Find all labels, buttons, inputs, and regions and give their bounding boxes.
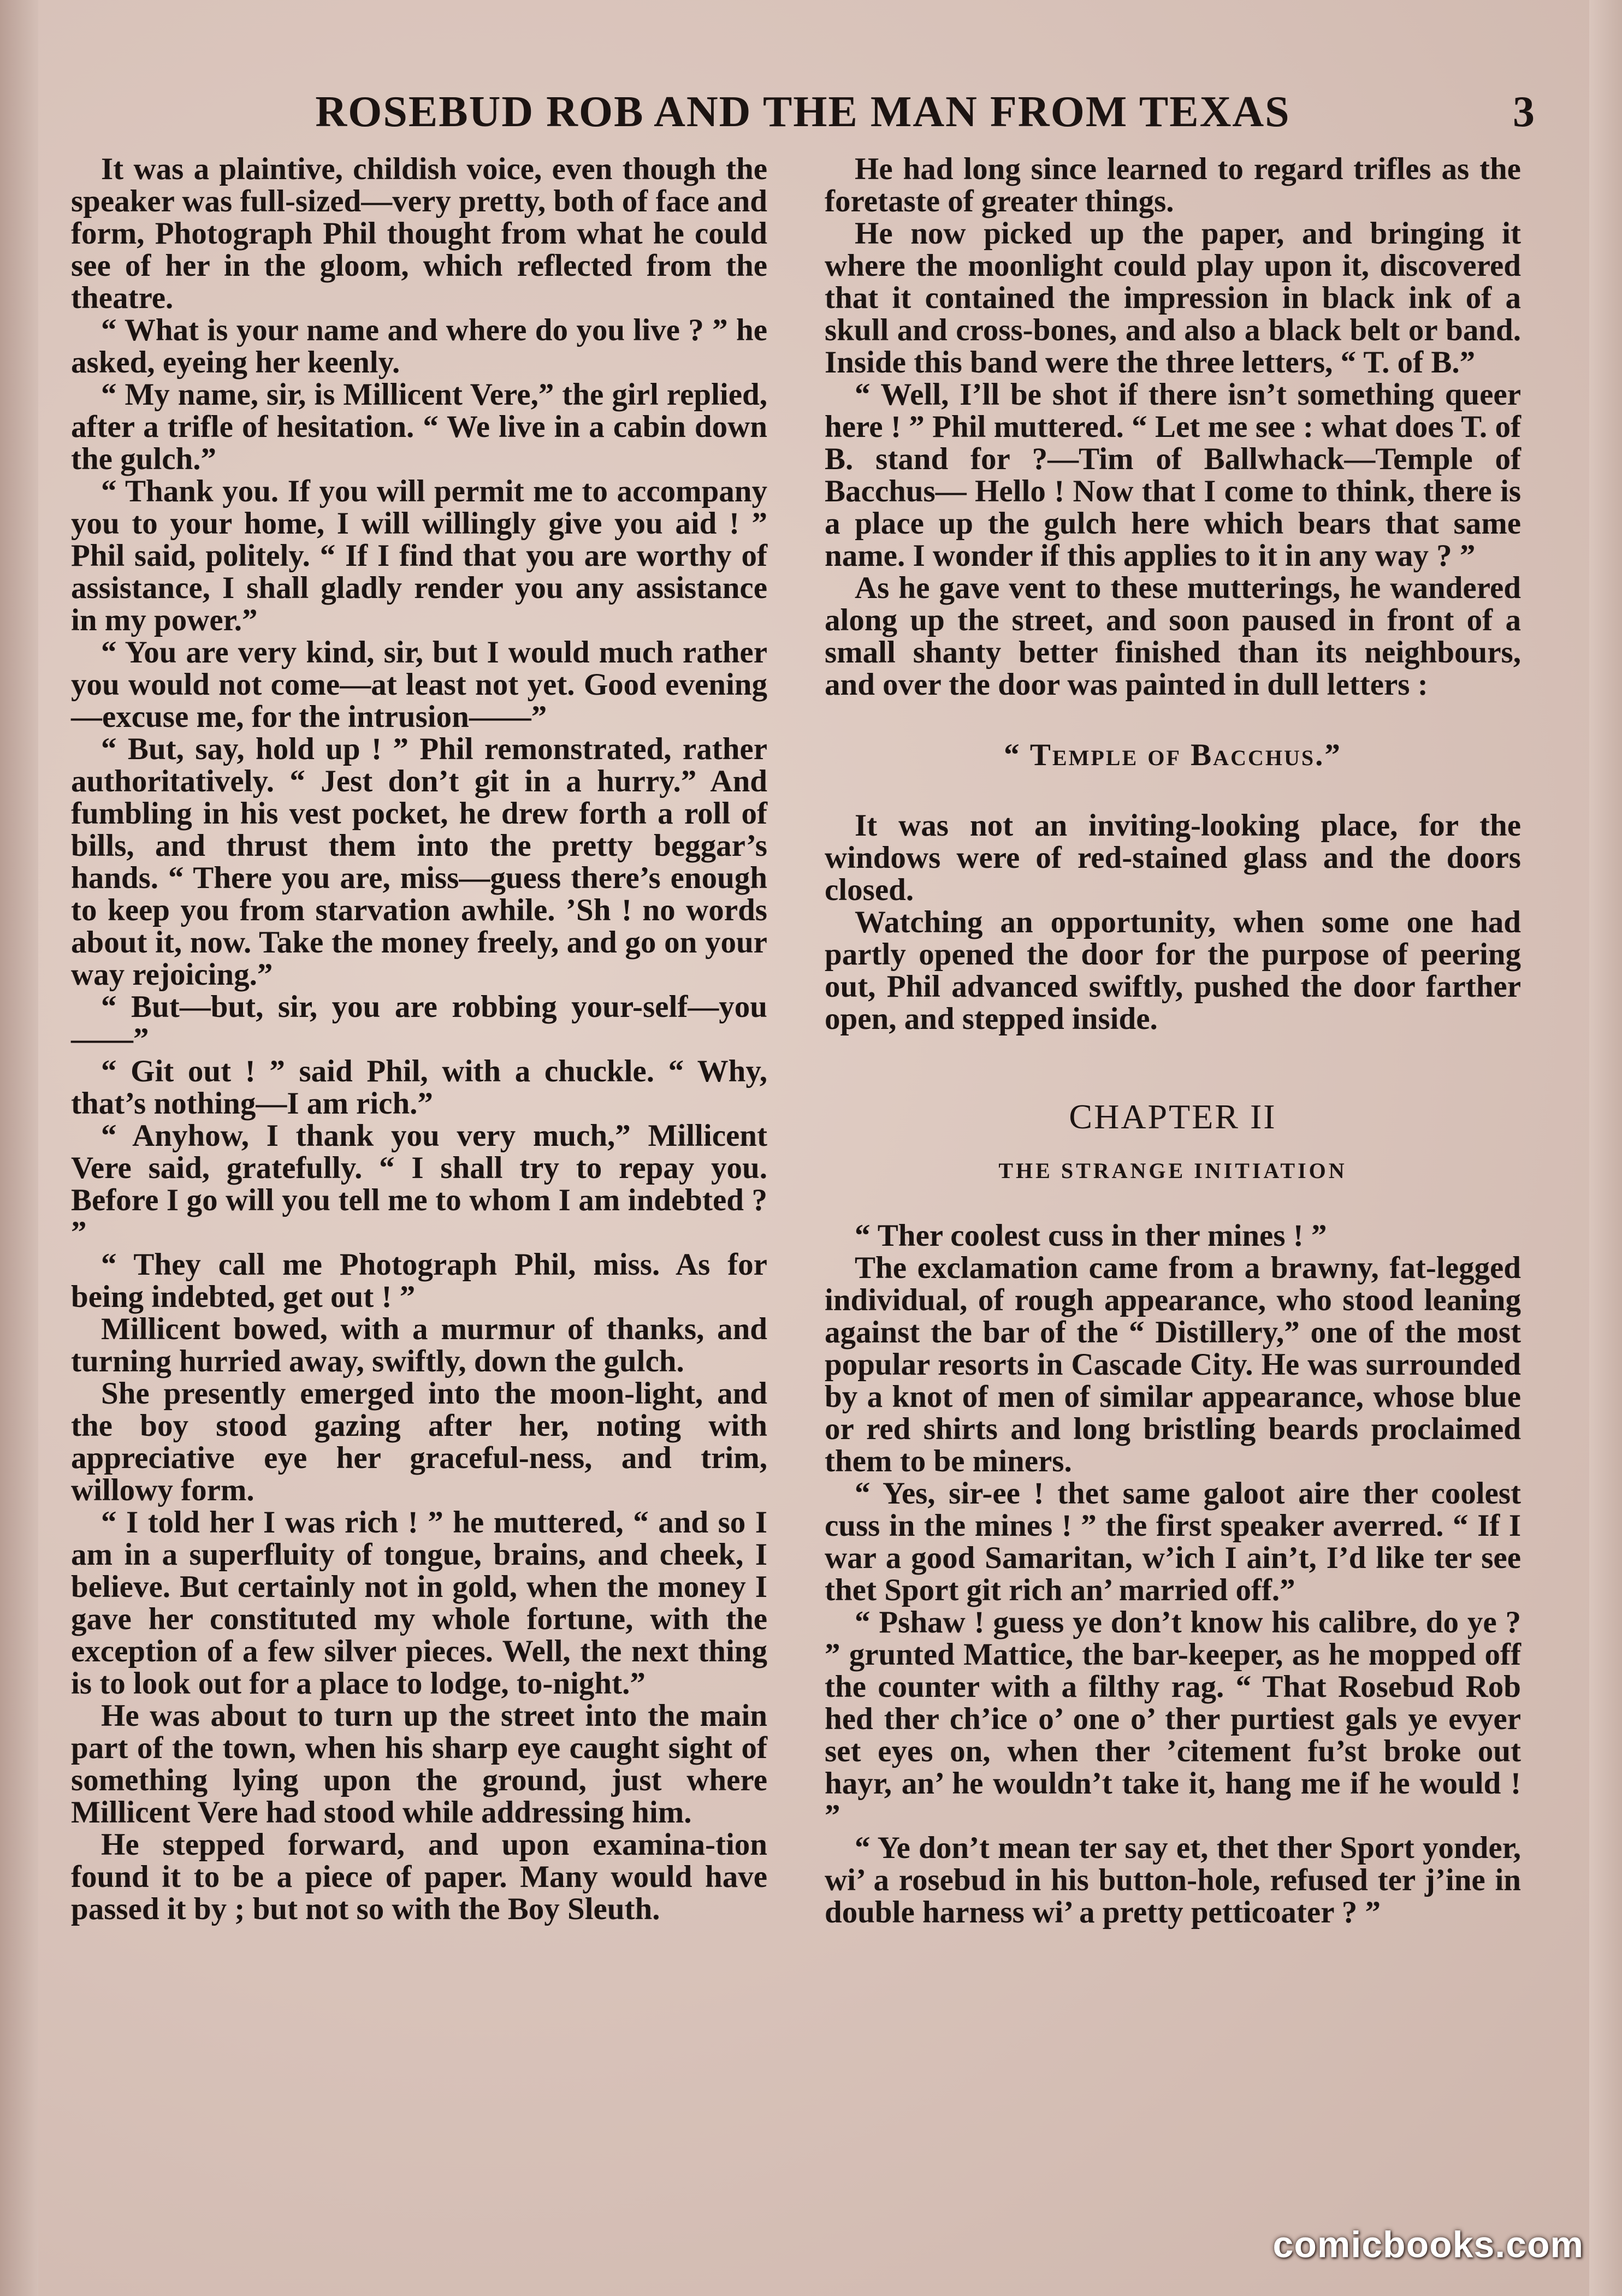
paragraph: Millicent bowed, with a murmur of thanks, and turning hurried away, swiftly, down the gulch. — [71, 1312, 767, 1378]
page-edge-right — [1589, 0, 1622, 2296]
sign-text: “ Temple of Bacchus.” — [1004, 738, 1342, 772]
paragraph: “ They call me Photograph Phil, miss. As for being indebted, get out ! ” — [71, 1247, 767, 1314]
paragraph: “ Ye don’t mean ter say et, thet ther Sport yonder, wi’ a rosebud in his button-hole, refused ter j’ine in double harness wi’ a pretty petticoater ? ” — [825, 1831, 1521, 1930]
paragraph: “ Git out ! ” said Phil, with a chuckle. “ Why, that’s nothing—I am rich.” — [71, 1054, 767, 1121]
paragraph: Watching an opportunity, when some one had partly opened the door for the purpose of peering out, Phil advanced swiftly, pushed the door farther open, and stepped inside. — [825, 905, 1521, 1036]
paragraph: As he gave vent to these mutterings, he wandered along up the street, and soon paused in front of a small shanty better finished than its neighbours, and over the door was painted in dull letters : — [825, 571, 1521, 702]
paragraph: “ Well, I’ll be shot if there isn’t something queer here ! ” Phil muttered. “ Let me see : what does T. of B. stand for ?—Tim of Ballwhack—Temple of Bacchus— Hello ! Now that I come to think, there is a place up the gulch here which bears that same name. I wonder if this applies to it in any way ? ” — [825, 377, 1521, 573]
paragraph: “ Pshaw ! guess ye don’t know his calibre, do ye ? ” grunted Mattice, the bar-keeper, as he mopped off the counter with a filthy rag. “ That Rosebud Rob hed ther ch’ice o’ one o’ ther purtiest gals ye evyer set eyes on, when ther ’citement fu’st broke out hayr, an’ he wouldn’t take it, hang me if he would ! ” — [825, 1605, 1521, 1833]
paragraph: “ But—but, sir, you are robbing your-self—you——” — [71, 990, 767, 1056]
watermark: comicbooks.com — [1272, 2224, 1584, 2265]
page-edge-left — [0, 0, 38, 2296]
paragraph: “ You are very kind, sir, but I would much rather you would not come—at least not yet. Good evening—excuse me, for the intrusion——” — [71, 635, 767, 734]
paragraph: “ What is your name and where do you live ? ” he asked, eyeing her keenly. — [71, 313, 767, 380]
paragraph: “ Thank you. If you will permit me to accompany you to your home, I will willingly give you aid ! ” Phil said, politely. “ If I find that you are worthy of assistance, I shall gladly render you any assistance in my power.” — [71, 474, 767, 637]
paragraph: He now picked up the paper, and bringing it where the moonlight could play upon it, discovered that it contained the impression in black ink of a skull and cross-bones, and also a black belt or band. Inside this band were the three letters, “ T. of B.” — [825, 216, 1521, 380]
paragraph: “ I told her I was rich ! ” he muttered, “ and so I am in a superfluity of tongue, brains, and cheek, I believe. But certainly not in gold, when the money I gave her constituted my whole fortune, with the exception of a few silver pieces. Well, the next thing is to look out for a place to lodge, to-night.” — [71, 1505, 767, 1701]
paragraph: “ My name, sir, is Millicent Vere,” the girl replied, after a trifle of hesitation. “ We live in a cabin down the gulch.” — [71, 377, 767, 476]
paragraph: “ Ther coolest cuss in ther mines ! ” — [855, 1218, 1327, 1253]
running-title: ROSEBUD ROB AND THE MAN FROM TEXAS — [315, 88, 1291, 136]
paragraph: He stepped forward, and upon examina-tion found it to be a piece of paper. Many would have passed it by ; but not so with the Boy Sleuth. — [71, 1827, 767, 1926]
page-header — [76, 82, 1551, 142]
paragraph: It was a plaintive, childish voice, even though the speaker was full-sized—very pretty, both of face and form, Photograph Phil thought from what he could see of her in the gloom, which reflected from the theatre. — [71, 152, 767, 315]
paragraph: The exclamation came from a brawny, fat-legged individual, of rough appearance, who stood leaning against the bar of the “ Distillery,” one of the most popular resorts in Cascade City. He was surrounded by a knot of men of similar appearance, whose blue or red shirts and long bristling beards proclaimed them to be miners. — [825, 1251, 1521, 1478]
paragraph: She presently emerged into the moon-light, and the boy stood gazing after her, noting with appreciative eye her graceful-ness, and trim, willowy form. — [71, 1376, 767, 1507]
text-column-left — [71, 153, 767, 1925]
chapter-subtitle: THE STRANGE INITIATION — [998, 1158, 1347, 1183]
chapter-heading: CHAPTER II — [1069, 1097, 1277, 1136]
text-column-right — [825, 153, 1521, 1928]
paragraph: He had long since learned to regard trifles as the foretaste of greater things. — [825, 152, 1521, 218]
paragraph: “ But, say, hold up ! ” Phil remonstrated, rather authoritatively. “ Jest don’t git in a hurry.” And fumbling in his vest pocket, he drew forth a roll of bills, and thrust them into the pretty beggar’s hands. “ There you are, miss—guess there’s enough to keep you from starvation awhile. ’Sh ! no words about it, now. Take the money freely, and go on your way rejoicing.” — [71, 732, 767, 992]
paragraph: “ Yes, sir-ee ! thet same galoot aire ther coolest cuss in the mines ! ” the first speaker averred. “ If I war a good Samaritan, w’ich I ain’t, I’d like ter see thet Sport git rich an’ married off.” — [825, 1476, 1521, 1607]
paragraph: He was about to turn up the street into the main part of the town, when his sharp eye caught sight of something lying upon the ground, just where Millicent Vere had stood while addressing him. — [71, 1699, 767, 1830]
paragraph: “ Anyhow, I thank you very much,” Millicent Vere said, gratefully. “ I shall try to repay you. Before I go will you tell me to whom I am indebted ? ” — [71, 1119, 767, 1250]
paragraph: It was not an inviting-looking place, for the windows were of red-stained glass and the doors closed. — [825, 808, 1521, 907]
page-number: 3 — [1513, 88, 1535, 136]
